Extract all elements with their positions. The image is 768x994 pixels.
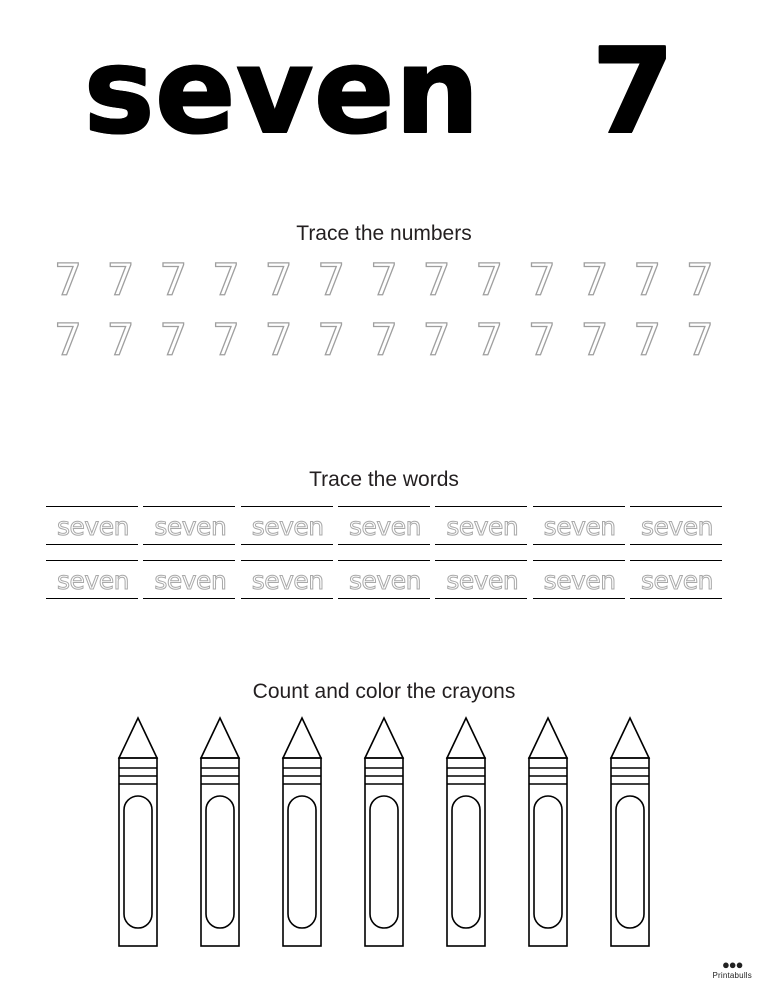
trace-word-cell <box>533 560 625 604</box>
trace-word: seven <box>154 512 227 541</box>
writing-line-bottom <box>338 598 430 599</box>
trace-word-cell <box>143 506 235 550</box>
writing-line-bottom <box>630 598 722 599</box>
trace-word-cell <box>630 560 722 604</box>
trace-word-cell <box>338 506 430 550</box>
writing-line-top <box>241 506 333 507</box>
writing-line-top <box>533 560 625 561</box>
trace-word-row-2 <box>0 560 768 604</box>
writing-line-bottom <box>46 544 138 545</box>
crayon-icon[interactable] <box>594 714 666 950</box>
trace-number: 7 <box>527 315 556 366</box>
writing-line-top <box>435 560 527 561</box>
trace-number: 7 <box>633 315 662 366</box>
trace-word: seven <box>349 566 421 595</box>
trace-number: 7 <box>159 315 188 366</box>
writing-line-bottom <box>533 544 625 545</box>
writing-line-bottom <box>630 544 722 545</box>
trace-word-cell <box>241 506 333 550</box>
crayon-icon[interactable] <box>184 714 256 950</box>
writing-line-bottom <box>143 598 235 599</box>
crayon-group <box>0 714 768 954</box>
writing-line-bottom <box>46 598 138 599</box>
crayon-icon[interactable] <box>266 714 338 950</box>
writing-line-bottom <box>241 598 333 599</box>
trace-word: seven <box>446 566 519 595</box>
trace-number: 7 <box>527 255 556 306</box>
trace-word: seven <box>251 566 324 595</box>
trace-number: 7 <box>369 255 398 306</box>
trace-word: seven <box>251 512 324 541</box>
crayon-icon[interactable] <box>430 714 502 950</box>
writing-line-top <box>630 506 722 507</box>
crayon-icon[interactable] <box>102 714 174 950</box>
crayon-icon[interactable] <box>348 714 420 950</box>
brand-footer <box>712 958 752 980</box>
writing-line-bottom <box>143 544 235 545</box>
trace-word-row-1 <box>0 506 768 550</box>
trace-word: seven <box>543 512 616 541</box>
trace-word-cell <box>143 560 235 604</box>
trace-number-row-1 <box>0 255 768 306</box>
trace-number: 7 <box>106 315 135 366</box>
trace-word-cell <box>46 506 138 550</box>
trace-number: 7 <box>475 315 504 366</box>
trace-word: seven <box>349 512 421 541</box>
trace-word: seven <box>57 512 129 541</box>
trace-number: 7 <box>422 315 451 366</box>
trace-word-cell <box>435 560 527 604</box>
writing-line-top <box>143 506 235 507</box>
title-number: 7 <box>592 22 675 160</box>
writing-line-top <box>630 560 722 561</box>
brand-name: Printabulls <box>712 971 752 980</box>
writing-line-top <box>46 560 138 561</box>
trace-word-cell <box>241 560 333 604</box>
writing-line-top <box>241 560 333 561</box>
trace-number: 7 <box>264 315 293 366</box>
trace-word-cell <box>630 506 722 550</box>
trace-number: 7 <box>54 255 82 306</box>
writing-line-bottom <box>533 598 625 599</box>
trace-number: 7 <box>633 255 662 306</box>
trace-word-cell <box>46 560 138 604</box>
trace-number: 7 <box>369 315 398 366</box>
writing-line-bottom <box>241 544 333 545</box>
trace-number: 7 <box>264 255 293 306</box>
writing-line-top <box>143 560 235 561</box>
writing-line-top <box>46 506 138 507</box>
trace-word: seven <box>641 512 713 541</box>
trace-number: 7 <box>685 315 714 366</box>
trace-number: 7 <box>580 315 609 366</box>
writing-line-bottom <box>435 598 527 599</box>
trace-number: 7 <box>159 255 188 306</box>
trace-word: seven <box>154 566 227 595</box>
heading-trace-words: Trace the words <box>309 468 459 491</box>
brand-logo-icon: ●●● <box>721 957 743 972</box>
trace-number: 7 <box>211 255 240 306</box>
trace-word-cell <box>435 506 527 550</box>
trace-word: seven <box>543 566 616 595</box>
writing-line-top <box>338 506 430 507</box>
heading-count-color-crayons: Count and color the crayons <box>252 680 516 703</box>
title-word: seven <box>84 22 481 160</box>
trace-number-row-2 <box>0 315 768 366</box>
trace-number: 7 <box>580 255 609 306</box>
trace-number: 7 <box>106 255 135 306</box>
trace-word: seven <box>446 512 519 541</box>
trace-number: 7 <box>475 255 504 306</box>
trace-word: seven <box>57 566 129 595</box>
trace-word: seven <box>641 566 713 595</box>
trace-word-cell <box>533 506 625 550</box>
trace-number: 7 <box>422 255 451 306</box>
writing-line-top <box>338 560 430 561</box>
writing-line-top <box>435 506 527 507</box>
trace-number: 7 <box>685 255 714 306</box>
heading-trace-numbers: Trace the numbers <box>296 222 472 245</box>
writing-line-bottom <box>435 544 527 545</box>
trace-number: 7 <box>317 255 346 306</box>
trace-number: 7 <box>317 315 346 366</box>
trace-word-cell <box>338 560 430 604</box>
crayon-icon[interactable] <box>512 714 584 950</box>
trace-number: 7 <box>54 315 82 366</box>
trace-number: 7 <box>211 315 240 366</box>
writing-line-bottom <box>338 544 430 545</box>
worksheet-title <box>0 22 768 160</box>
writing-line-top <box>533 506 625 507</box>
